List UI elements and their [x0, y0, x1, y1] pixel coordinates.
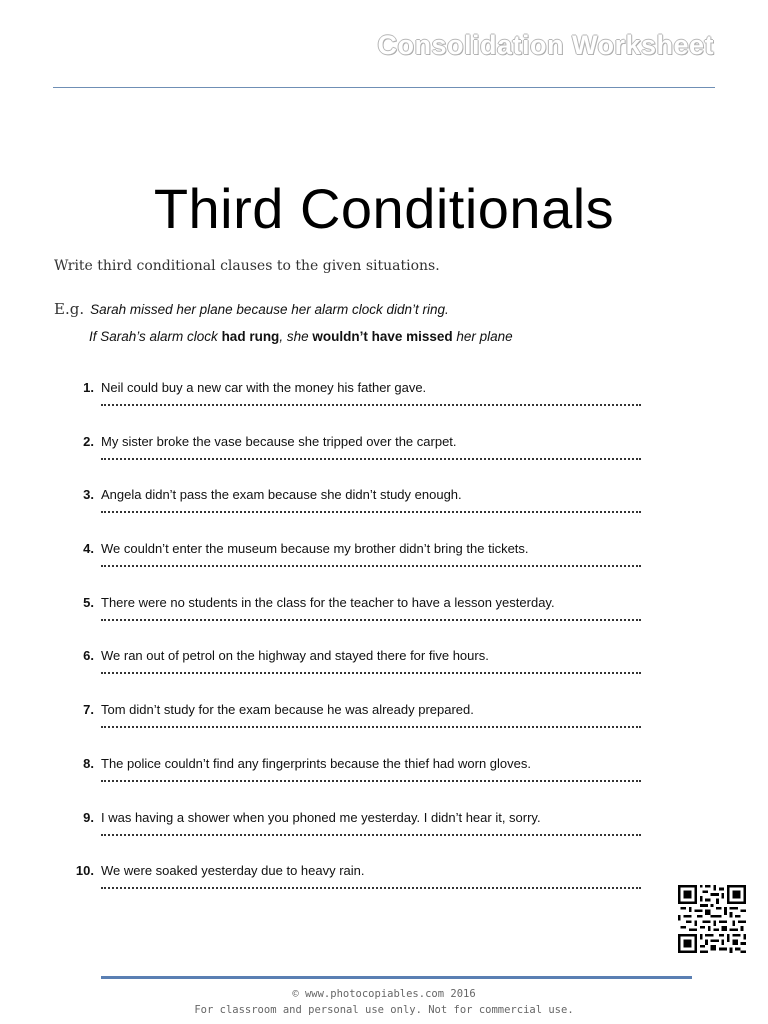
example-answer-part2: , she [279, 329, 313, 344]
exercise-item [72, 810, 652, 864]
exercise-item [72, 380, 652, 434]
exercise-list [72, 380, 652, 917]
instructions: Write third conditional clauses to the given situations. [54, 258, 440, 274]
exercise-number: 9. [83, 809, 94, 825]
exercise-text: We ran out of petrol on the highway and stayed there for five hours. [101, 648, 489, 664]
exercise-text: I was having a shower when you phoned me yesterday. I didn’t hear it, sorry. [101, 809, 541, 825]
answer-line[interactable] [101, 887, 641, 889]
exercise-text: There were no students in the class for the teacher to have a lesson yesterday. [101, 594, 555, 610]
answer-line[interactable] [101, 404, 641, 406]
answer-line[interactable] [101, 565, 641, 567]
exercise-text: Neil could buy a new car with the money his father gave. [101, 380, 427, 395]
example-label: E.g. [54, 300, 85, 318]
exercise-text: We were soaked yesterday due to heavy rain. [101, 863, 365, 879]
qr-code-icon[interactable] [678, 885, 746, 953]
exercise-item [72, 487, 652, 541]
example-answer-part1: If Sarah’s alarm clock [89, 329, 222, 344]
example-answer-bold2: wouldn’t have missed [312, 329, 453, 344]
answer-line[interactable] [101, 834, 641, 836]
answer-line[interactable] [101, 726, 641, 728]
example-answer-bold1: had rung [221, 329, 280, 344]
exercise-text: We couldn’t enter the museum because my brother didn’t bring the tickets. [101, 541, 529, 557]
exercise-number: 2. [83, 433, 94, 449]
page-title: Third Conditionals [153, 176, 615, 240]
exercise-item [72, 595, 652, 649]
exercise-item [72, 648, 652, 702]
exercise-text: The police couldn’t find any fingerprints because the thief had worn gloves. [101, 755, 531, 771]
exercise-number: 1. [83, 380, 94, 395]
footer-copyright: © www.photocopiables.com 2016 [292, 988, 476, 1000]
footer-divider [101, 976, 692, 979]
exercise-item [72, 756, 652, 810]
exercise-item [72, 863, 652, 917]
exercise-item [72, 541, 652, 595]
answer-key [660, 885, 750, 955]
answer-line[interactable] [101, 458, 641, 460]
exercise-number: 7. [83, 702, 94, 718]
answer-line[interactable] [101, 672, 641, 674]
answer-line[interactable] [101, 619, 641, 621]
exercise-number: 3. [83, 487, 94, 503]
exercise-number: 4. [83, 541, 94, 557]
answer-line[interactable] [101, 780, 641, 782]
example-prompt [54, 300, 449, 318]
example-answer [89, 329, 513, 344]
header-title: Consolidation Worksheet [377, 30, 714, 60]
header-divider [53, 87, 715, 88]
exercise-number: 6. [83, 648, 94, 664]
exercise-item [72, 434, 652, 488]
exercise-text: Angela didn’t pass the exam because she didn’t study enough. [101, 487, 462, 503]
footer-note: For classroom and personal use only. Not for commercial use. [194, 1004, 574, 1016]
exercise-text: Tom didn’t study for the exam because he was already prepared. [101, 702, 474, 718]
example-sentence: Sarah missed her plane because her alarm clock didn’t ring. [90, 302, 449, 317]
exercise-text: My sister broke the vase because she tripped over the carpet. [101, 433, 457, 449]
exercise-number: 5. [83, 594, 94, 610]
exercise-number: 10. [75, 863, 94, 879]
exercise-number: 8. [83, 755, 94, 771]
answer-line[interactable] [101, 511, 641, 513]
exercise-item [72, 702, 652, 756]
example-answer-part3: her plane [452, 329, 513, 344]
